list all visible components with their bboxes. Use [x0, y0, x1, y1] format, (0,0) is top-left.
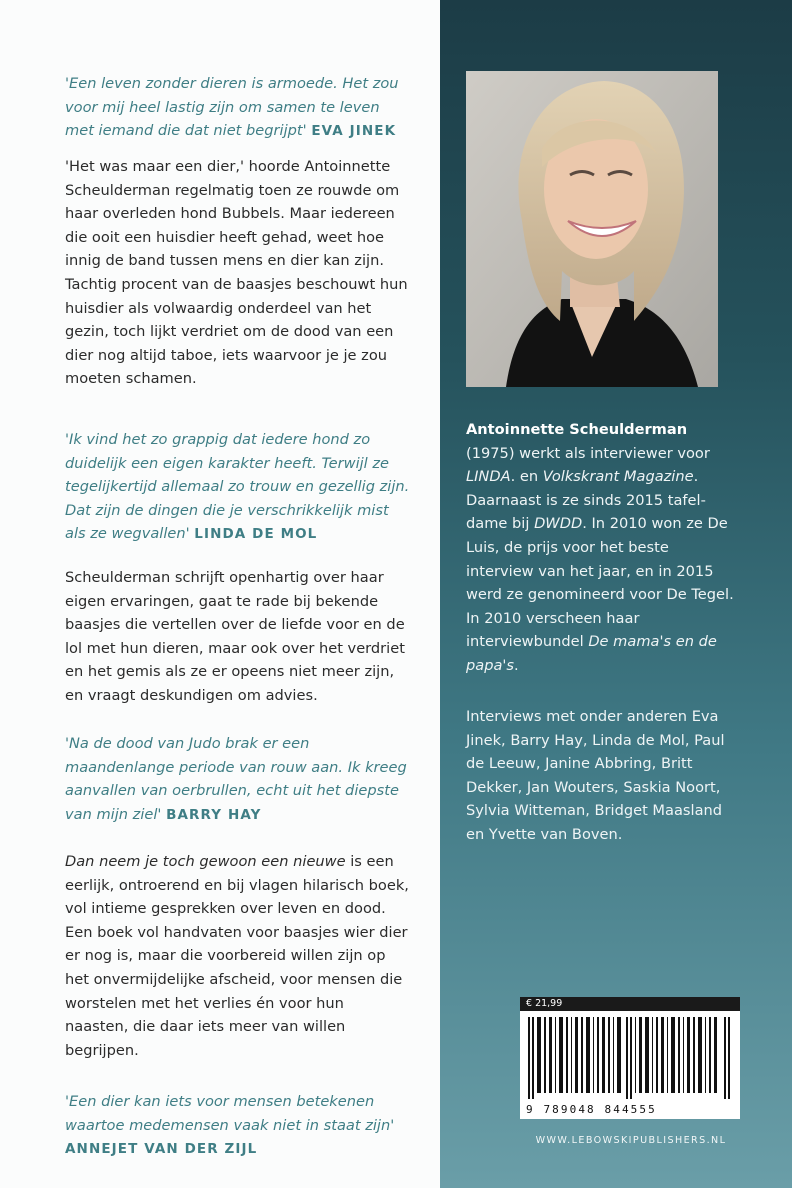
quote-linda-de-mol [65, 428, 410, 547]
bio-text: (1975) werkt als interviewer voor [466, 444, 710, 462]
publication-linda: LINDA [466, 468, 511, 486]
show-dwdd: DWDD [534, 515, 583, 533]
isbn-number: 9 789048 844555 [526, 1103, 657, 1116]
bio-text: . Daarnaast is ze sinds 2015 tafel-dame bij [466, 468, 706, 533]
quote-barry-hay [65, 732, 410, 827]
barcode [520, 997, 740, 1119]
publication-volkskrant: Volkskrant Magazine [542, 468, 694, 486]
bio-text: . en [510, 468, 543, 486]
quote-eva-jinek [65, 72, 410, 144]
author-name: Antoinnette Scheulderman [466, 421, 688, 438]
quote-author: ANNEJET VAN DER ZIJL [65, 1141, 258, 1158]
barcode-bars [526, 1017, 734, 1099]
bio-text: . In 2010 won ze De Luis, de prijs voor het beste interview van het jaar, en in 2015 werd ze genomineerd voor De Tegel. In 2010 verscheen haar interviewbundel [466, 515, 734, 651]
quote-author: LINDA DE MOL [194, 526, 318, 543]
bio-text: . [514, 656, 519, 674]
quote-author: BARRY HAY [166, 806, 262, 823]
quote-text: 'Na de dood van Judo brak er een maandenlange periode van rouw aan. Ik kreeg aanvallen van oerbrullen, echt uit het diepste van mijn ziel' [65, 735, 407, 823]
quote-text: 'Ik vind het zo grappig dat iedere hond zo duidelijk een eigen karakter heeft. Terwijl ze tegelijkertijd allemaal zo trouw en gezellig zijn. Dat zijn de dingen die je verschrikkelijk mist als ze wegvallen' [65, 431, 410, 543]
summary-paragraph [65, 850, 410, 1062]
quote-author: EVA JINEK [311, 123, 397, 140]
summary-text: is een eerlijk, ontroerend en bij vlagen hilarisch boek, vol intieme gesprekken over leven en dood. Een boek vol handvaten voor baasjes wier dier er nog is, maar die voorbereid willen zijn op het onvermijdelijke afscheid, voor mensen die worstelen met het verlies én voor hun naasten, die daar iets meer van willen begrijpen. [65, 853, 409, 1059]
price-label: € 21,99 [520, 997, 740, 1011]
author-photo [466, 71, 718, 387]
interview-collection-title: De mama's en de papa's [466, 633, 717, 674]
interviewees-list: Interviews met onder anderen Eva Jinek, Barry Hay, Linda de Mol, Paul de Leeuw, Janine Abbring, Britt Dekker, Jan Wouters, Saskia Noort, Sylvia Witteman, Bridget Maasland en Yvette van Boven. [466, 708, 725, 843]
intro-paragraph: 'Het was maar een dier,' hoorde Antoinnette Scheulderman regelmatig toen ze rouwde om haar overleden hond Bubbels. Maar iedereen die ooit een huisdier heeft gehad, weet hoe innig de band tussen mens en dier kan zijn. Tachtig procent van de baasjes beschouwt hun huisdier als volwaardig onderdeel van het gezin, toch lijkt verdriet om de dood van een dier nog altijd taboe, iets waarvoor je je zou moeten schamen. [65, 158, 408, 388]
quote-text: 'Een leven zonder dieren is armoede. Het zou voor mij heel lastig zijn om samen te leven met iemand die dat niet begrijpt' [65, 75, 399, 140]
author-biography [466, 418, 736, 678]
book-title: Dan neem je toch gewoon een nieuwe [65, 853, 346, 870]
body-paragraph: Scheulderman schrijft openhartig over haar eigen ervaringen, gaat te rade bij bekende baasjes die vertellen over de liefde voor en de lol met hun dieren, maar ook over het verdriet en het gemis als ze er opeens niet meer zijn, en vraagt deskundigen om advies. [65, 569, 405, 704]
quote-annejet-van-der-zijl [65, 1090, 410, 1162]
publisher-website: WWW.LEBOWSKIPUBLISHERS.NL [535, 1135, 727, 1146]
quote-text: 'Een dier kan iets voor mensen betekenen waartoe medemensen vaak niet in staat zijn' [65, 1093, 395, 1134]
